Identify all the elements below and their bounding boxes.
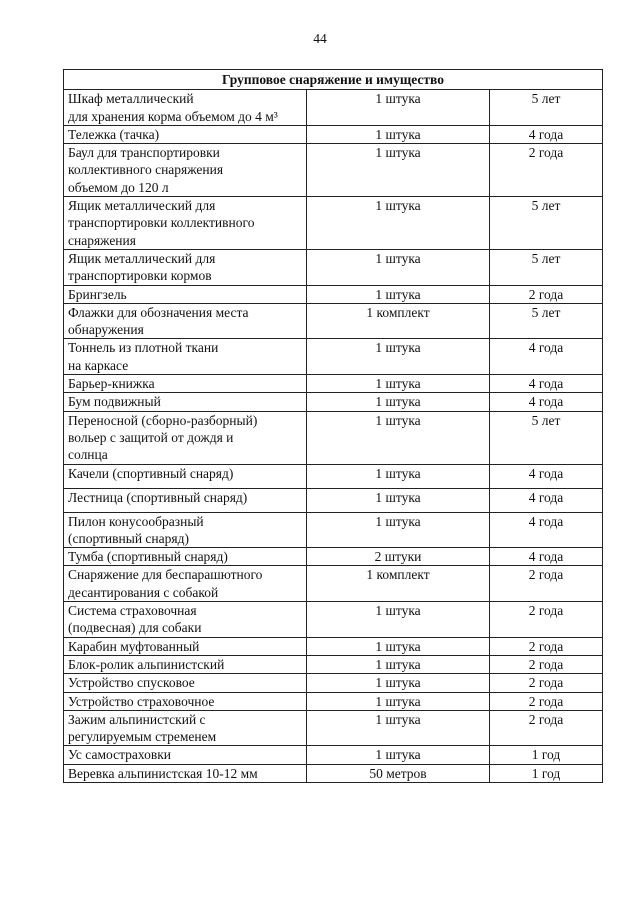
item-quantity-cell: 2 штуки [307,548,490,566]
item-name-line: Ящик металлический для [68,198,216,214]
table-row [64,566,603,602]
item-term-cell: 2 года [490,637,603,655]
item-name-line: транспортировки коллективного [68,215,255,231]
table-row [64,602,603,638]
item-name-line: Снаряжение для беспарашютного [68,567,263,583]
table-row [64,464,603,488]
table-header-row [64,70,603,90]
item-term-cell: 2 года [490,674,603,692]
item-name-line: солнца [68,447,108,463]
item-name-cell [64,655,307,673]
item-name-cell [64,566,307,602]
item-name-line: Тоннель из плотной ткани [68,340,219,356]
table-row [64,393,603,411]
item-name-cell [64,464,307,488]
item-quantity-cell: 1 штука [307,637,490,655]
item-term-cell: 2 года [490,692,603,710]
item-name-line: Устройство страховочное [68,693,215,709]
table-row [64,692,603,710]
table-row [64,512,603,548]
item-name-line: Качели (спортивный снаряд) [68,465,234,481]
table-row [64,303,603,339]
table-row [64,90,603,126]
item-name-line: Баул для транспортировки [68,145,220,161]
item-quantity-cell: 1 штука [307,393,490,411]
item-name-cell [64,393,307,411]
item-term-cell: 5 лет [490,303,603,339]
item-term-cell: 2 года [490,655,603,673]
item-term-cell: 4 года [490,339,603,375]
table-header: Групповое снаряжение и имущество [64,70,603,90]
item-quantity-cell: 1 штука [307,285,490,303]
item-quantity-cell: 1 штука [307,125,490,143]
item-term-cell: 2 года [490,710,603,746]
item-term-cell: 2 года [490,144,603,197]
item-quantity-cell: 50 метров [307,764,490,782]
item-name-cell [64,125,307,143]
table-row [64,548,603,566]
item-term-cell: 4 года [490,125,603,143]
table-row [64,637,603,655]
table-row [64,488,603,512]
item-quantity-cell: 1 штука [307,746,490,764]
table-row [64,285,603,303]
item-quantity-cell: 1 комплект [307,303,490,339]
item-name-cell [64,411,307,464]
table-row [64,764,603,782]
item-quantity-cell: 1 штука [307,674,490,692]
item-name-line: коллективного снаряжения [68,162,224,178]
item-quantity-cell: 1 штука [307,90,490,126]
item-quantity-cell: 1 штука [307,144,490,197]
item-name-line: вольер с защитой от дождя и [68,429,234,445]
equipment-table [63,69,603,783]
item-name-line: десантирования с собакой [68,584,219,600]
item-quantity-cell: 1 штука [307,602,490,638]
item-quantity-cell: 1 штука [307,375,490,393]
item-term-cell: 4 года [490,464,603,488]
item-name-line: Карабин муфтованный [68,638,200,654]
item-name-cell [64,249,307,285]
item-quantity-cell: 1 штука [307,411,490,464]
item-term-cell: 2 года [490,566,603,602]
item-term-cell: 1 год [490,764,603,782]
item-name-line: (подвесная) для собаки [68,620,202,636]
item-name-line: Тумба (спортивный снаряд) [68,549,228,565]
table-row [64,411,603,464]
item-term-cell: 4 года [490,375,603,393]
item-quantity-cell: 1 штука [307,249,490,285]
table-row [64,249,603,285]
item-name-line: объемом до 120 л [68,179,169,195]
item-name-cell [64,764,307,782]
item-name-line: Блок-ролик альпинистский [68,656,225,672]
item-name-line: на каркасе [68,357,129,373]
item-name-line: обнаружения [68,322,144,338]
item-term-cell: 1 год [490,746,603,764]
item-term-cell: 5 лет [490,249,603,285]
item-term-cell: 2 года [490,602,603,638]
item-name-cell [64,339,307,375]
item-term-cell: 4 года [490,393,603,411]
item-name-cell [64,144,307,197]
item-term-cell: 4 года [490,548,603,566]
item-name-cell [64,303,307,339]
item-name-line: для хранения корма объемом до 4 м³ [68,108,278,124]
table-row [64,655,603,673]
item-name-line: Флажки для обозначения места [68,304,249,320]
table-body [64,90,603,783]
item-name-cell [64,637,307,655]
item-quantity-cell: 1 штука [307,692,490,710]
item-quantity-cell: 1 штука [307,488,490,512]
item-term-cell: 5 лет [490,197,603,250]
table-row [64,746,603,764]
item-name-line: Веревка альпинистская 10-12 мм [68,765,258,781]
item-name-line: регулируемым стременем [68,729,217,745]
item-name-cell [64,285,307,303]
item-name-line: Ус самостраховки [68,747,172,763]
table-row [64,125,603,143]
item-name-line: Бум подвижный [68,394,161,410]
item-name-cell [64,674,307,692]
item-quantity-cell: 1 штука [307,197,490,250]
table-row [64,710,603,746]
item-quantity-cell: 1 штука [307,464,490,488]
table-row [64,674,603,692]
item-name-line: Ящик металлический для [68,250,216,266]
item-term-cell: 5 лет [490,90,603,126]
item-quantity-cell: 1 штука [307,512,490,548]
table-row [64,375,603,393]
item-term-cell: 4 года [490,488,603,512]
item-name-cell [64,488,307,512]
item-name-line: Брингзель [68,286,127,302]
item-name-cell [64,692,307,710]
table-row [64,144,603,197]
item-name-line: Тележка (тачка) [68,126,160,142]
item-quantity-cell: 1 штука [307,655,490,673]
table-row [64,339,603,375]
table-row [64,197,603,250]
item-quantity-cell: 1 штука [307,710,490,746]
item-name-cell [64,548,307,566]
item-name-line: (спортивный снаряд) [68,530,189,546]
item-term-cell: 2 года [490,285,603,303]
item-name-cell [64,710,307,746]
item-name-cell [64,375,307,393]
item-name-line: Пилон конусообразный [68,513,204,529]
item-name-line: Система страховочная [68,603,197,619]
item-quantity-cell: 1 штука [307,339,490,375]
item-term-cell: 5 лет [490,411,603,464]
item-name-line: Зажим альпинистский с [68,711,206,727]
item-name-line: транспортировки кормов [68,268,212,284]
item-name-cell [64,602,307,638]
page-number: 44 [313,31,327,46]
item-name-line: Лестница (спортивный снаряд) [68,489,248,505]
item-name-line: снаряжения [68,232,136,248]
item-name-line: Устройство спусковое [68,675,195,691]
item-name-cell [64,512,307,548]
item-name-line: Шкаф металлический [68,91,194,107]
item-name-cell [64,746,307,764]
item-name-cell [64,90,307,126]
item-quantity-cell: 1 комплект [307,566,490,602]
item-name-line: Барьер-книжка [68,376,155,392]
item-name-cell [64,197,307,250]
item-term-cell: 4 года [490,512,603,548]
item-name-line: Переносной (сборно-разборный) [68,412,258,428]
